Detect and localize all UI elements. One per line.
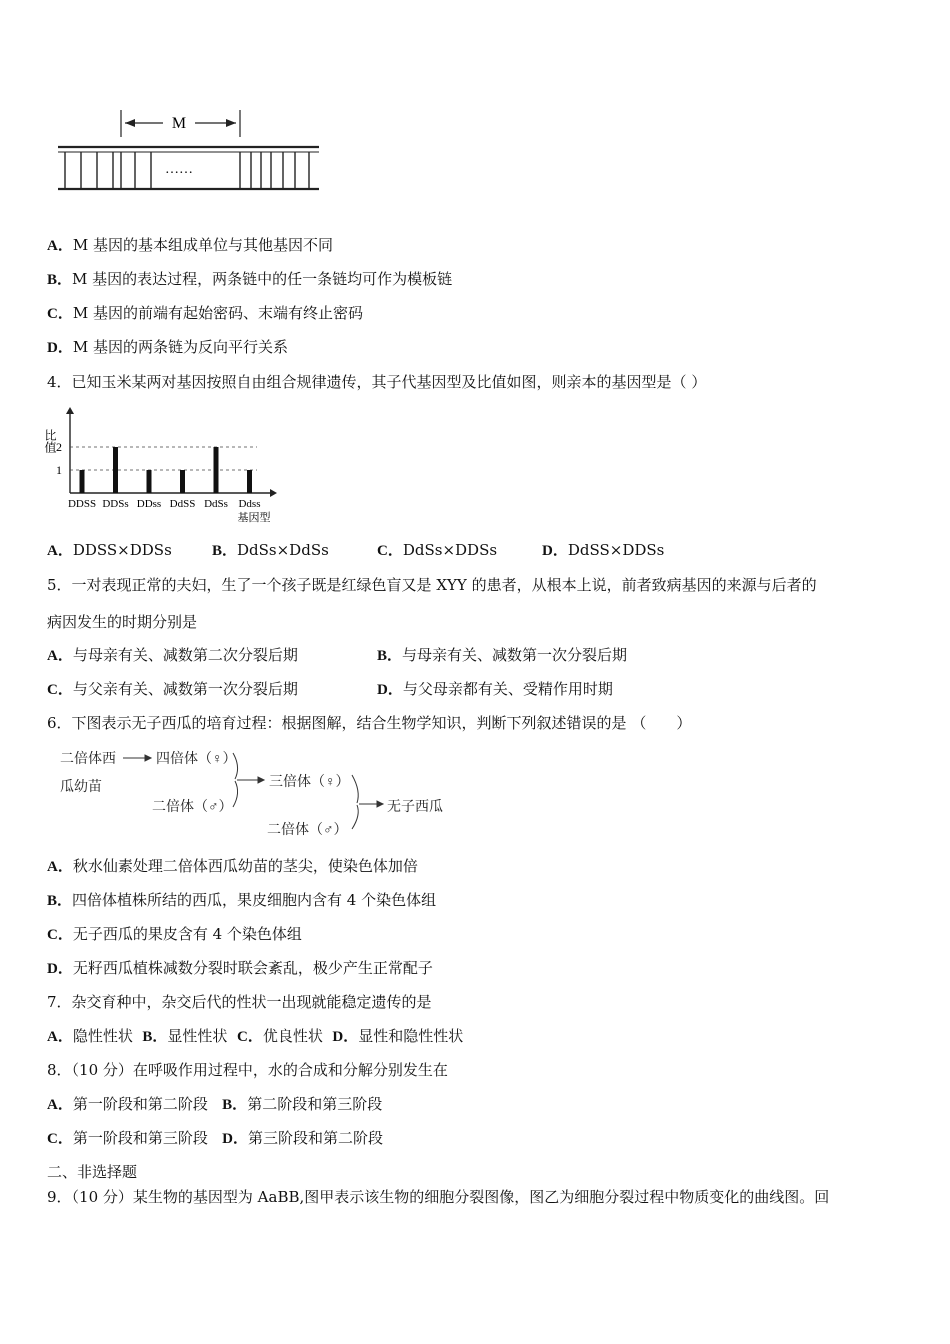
q8-options-row-2 xyxy=(47,1128,383,1149)
tetraploid-label: 四倍体（♀） xyxy=(156,752,237,767)
q6-option-d[interactable]: D．无籽西瓜植株减数分裂时联会紊乱，极少产生正常配子 xyxy=(47,959,433,977)
q3-option-a[interactable]: A．M 基因的基本组成单位与其他基因不同 xyxy=(47,236,333,254)
q8-option-a[interactable]: A．第一阶段和第二阶段 xyxy=(47,1095,208,1113)
seedling-label-1: 二倍体西 xyxy=(60,752,116,767)
x-tick-label: DdSs xyxy=(204,498,228,510)
q3-option-c[interactable]: C．M 基因的前端有起始密码、末端有终止密码 xyxy=(47,304,363,322)
x-axis-arrow xyxy=(270,489,277,497)
q7-option-b[interactable]: B．显性性状 xyxy=(142,1027,228,1045)
q8-option-b[interactable]: B．第二阶段和第三阶段 xyxy=(222,1095,383,1113)
q6-stem: 6．下图表示无子西瓜的培育过程：根据图解，结合生物学知识，判断下列叙述错误的是 （ ） xyxy=(47,714,692,732)
x-tick-label: DDss xyxy=(136,498,162,510)
bar-DDSs xyxy=(113,447,118,493)
triploid-label: 三倍体（♀） xyxy=(269,775,350,790)
q6-option-c[interactable]: C．无子西瓜的果皮含有 4 个染色体组 xyxy=(47,925,302,943)
dna-ellipsis: …… xyxy=(165,162,193,177)
gene-m-label: M xyxy=(171,115,187,132)
seedless-watermelon-label: 无子西瓜 xyxy=(387,800,443,815)
q5-option-a[interactable]: A．与母亲有关、减数第二次分裂后期 xyxy=(47,646,298,664)
x-tick-label: Ddss xyxy=(238,498,261,510)
q6-option-a[interactable]: A．秋水仙素处理二倍体西瓜幼苗的茎尖，使染色体加倍 xyxy=(47,857,418,875)
bar-DDSS xyxy=(80,470,85,493)
q8-stem: 8．（10 分）在呼吸作用过程中，水的合成和分解分别发生在 xyxy=(47,1061,448,1079)
y-tick-label: 2 xyxy=(56,440,62,454)
bar-DdSS xyxy=(180,470,185,493)
q6-option-b[interactable]: B．四倍体植株所结的西瓜，果皮细胞内含有 4 个染色体组 xyxy=(47,891,437,909)
dna-gene-figure xyxy=(55,105,325,195)
q7-option-d[interactable]: D．显性和隐性性状 xyxy=(332,1027,464,1045)
diploid-male-label-2: 二倍体（♂） xyxy=(267,823,348,838)
q4-option-c[interactable]: C．DdSs×DDSs xyxy=(377,541,498,559)
q4-option-b[interactable]: B．DdSs×DdSs xyxy=(212,541,329,559)
q8-option-c[interactable]: C．第一阶段和第三阶段 xyxy=(47,1129,208,1147)
seedling-label-2: 瓜幼苗 xyxy=(60,780,102,795)
x-tick-label: DdSS xyxy=(169,498,196,510)
genotype-ratio-chart xyxy=(42,405,282,527)
q4-stem: 4．已知玉米某两对基因按照自由组合规律遗传，其子代基因型及比值如图，则亲本的基因型是（ ） xyxy=(47,373,707,391)
section-heading: 二、非选择题 xyxy=(47,1163,138,1181)
x-axis-label: 基因型 xyxy=(237,512,271,524)
x-tick-label: DDSS xyxy=(67,498,97,510)
seedless-watermelon-diagram xyxy=(55,745,475,845)
q3-option-b[interactable]: B．M 基因的表达过程，两条链中的任一条链均可作为模板链 xyxy=(47,270,453,288)
diploid-male-label-1: 二倍体（♂） xyxy=(152,800,233,815)
q3-option-d[interactable]: D．M 基因的两条链为反向平行关系 xyxy=(47,338,288,356)
q5-option-b[interactable]: B．与母亲有关、减数第一次分裂后期 xyxy=(377,646,628,664)
q5-option-d[interactable]: D．与父母亲都有关、受精作用时期 xyxy=(377,680,613,698)
bar-DdSs xyxy=(214,447,219,493)
q5-stem-line2: 病因发生的时期分别是 xyxy=(47,613,198,631)
q5-option-c[interactable]: C．与父亲有关、减数第一次分裂后期 xyxy=(47,680,298,698)
q7-option-a[interactable]: A．隐性性状 xyxy=(47,1027,133,1045)
q8-option-d[interactable]: D．第三阶段和第二阶段 xyxy=(222,1129,384,1147)
q9-stem: 9．（10 分）某生物的基因型为 AaBB,图甲表示该生物的细胞分裂图像，图乙为细胞分裂过程中物质变化的曲线图。回 xyxy=(47,1188,830,1206)
q8-options-row-1 xyxy=(47,1094,382,1115)
q4-option-d[interactable]: D．DdSS×DDSs xyxy=(542,541,665,559)
q7-stem: 7．杂交育种中，杂交后代的性状一出现就能稳定遗传的是 xyxy=(47,993,432,1011)
x-tick-label: DDSs xyxy=(102,498,129,510)
q7-option-c[interactable]: C．优良性状 xyxy=(236,1027,323,1045)
y-tick-label: 1 xyxy=(56,463,62,477)
y-axis-arrow xyxy=(66,407,74,414)
q7-options-row xyxy=(47,1026,463,1047)
q5-stem-line1: 5．一对表现正常的夫妇，生了一个孩子既是红绿色盲又是 XYY 的患者，从根本上说，前者致病基因的来源与后者的 xyxy=(47,576,817,594)
bar-Ddss xyxy=(247,470,252,493)
bar-DDss xyxy=(147,470,152,493)
q4-option-a[interactable]: A．DDSS×DDSs xyxy=(47,541,172,559)
y-axis-label: 比值 xyxy=(43,429,57,453)
